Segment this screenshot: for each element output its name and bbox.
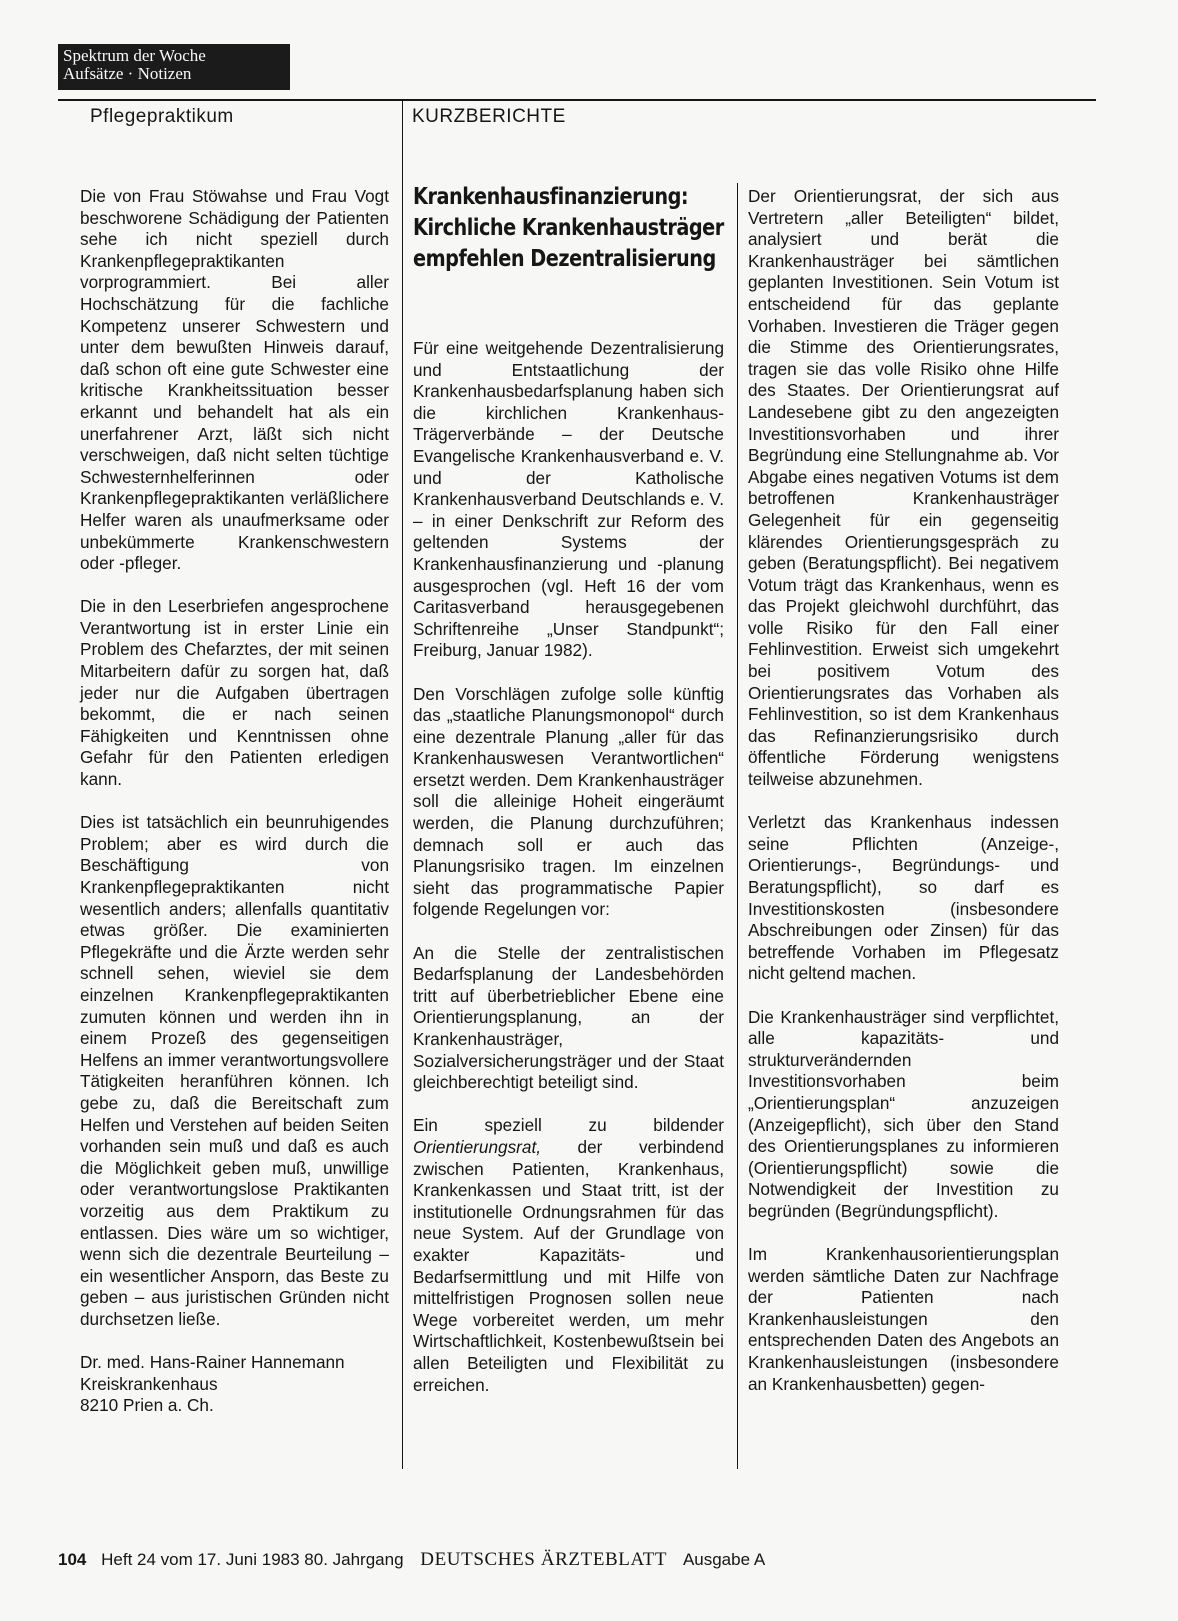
right-paragraph: Der Orientierungsrat, der sich aus Vertretern „aller Beteiligten“ bildet, analysiert und berät die Krankenhausträger bei sämtlichen geplanten Investitionen. Sein Votum ist entscheidend für das geplante Vorhaben. Investieren die Träger gegen die Stimme des Orientierungsrates, tragen sie das volle Risiko ohne Hilfe des Staates. Der Orientierungsrat auf Landesebene gibt zu den angezeigten Investitionsvorhaben und ihrer Begründung eine Stellungnahme ab. Vor Abgabe eines negativen Votums ist dem betroffenen Krankenhausträger Gelegenheit für ein gegenseitig klärendes Orientierungsgespräch zu geben (Beratungspflicht). Bei negativem Votum trägt das Krankenhaus, wenn es das Projekt gleichwohl durchführt, das volle Risiko für den Fall einer Fehlinvestition. Erweist sich umgekehrt bei positivem Votum des Orientierungsrates das Vorhaben als Fehlinvestition, so ist dem Krankenhaus das Refinanzierungsrisiko durch öffentliche Förderung wenigstens teilweise abzunehmen. — [748, 186, 1059, 790]
right-paragraph: Im Krankenhausorientierungsplan werden sämtliche Daten zur Nachfrage der Patienten nach Krankenhausleistungen den entsprechenden Daten des Angebots an Krankenhausleistungen (insbesondere an Krankenhausbetten) gegen- — [748, 1244, 1059, 1394]
page-footer — [58, 1549, 765, 1571]
middle-section-label: KURZBERICHTE — [412, 106, 566, 127]
section-header-line1: Spektrum der Woche — [63, 46, 206, 65]
orientierungsrat-term: Orientierungsrat, — [413, 1136, 542, 1157]
column-divider-left — [402, 99, 403, 1469]
right-paragraph: Verletzt das Krankenhaus indessen seine Pflichten (Anzeige-, Orientierungs-, Begründungs- und Beratungspflicht), so darf es Investitionskosten (insbesondere Abschreibungen oder Zinsen) für das betreffende Vorhaben im Pflegesatz nicht geltend machen. — [748, 812, 1059, 984]
section-header-line2: Aufsätze · Notizen — [63, 64, 192, 83]
middle-column — [413, 338, 724, 1418]
article-headline: Krankenhausfinanzierung: Kirchliche Krankenhausträger empfehlen Dezentralisierung — [413, 182, 724, 272]
right-column — [748, 186, 1059, 1417]
signature — [80, 1352, 389, 1417]
signature-name: Dr. med. Hans-Rainer Hannemann — [80, 1352, 345, 1373]
page-number: 104 — [58, 1550, 87, 1569]
edition: Ausgabe A — [682, 1550, 766, 1569]
paragraph-rest: der verbindend zwischen Patienten, Krankenhaus, Krankenkassen und Staat tritt, ist der institutionelle Ordnungsrahmen für das neue System. Auf der Grundlage von exakter Kapazitäts- und Bedarfsermittlung und mit Hilfe von mittelfristigen Prognosen sollen neue Wege vorbereitet werden, um mehr Wirtschaftlichkeit, Kostenbewußtsein bei allen Beteiligten und Flexibilität zu erreichen. — [413, 1136, 724, 1395]
left-section-label: Pflegepraktikum — [90, 106, 234, 127]
left-column — [80, 186, 389, 1417]
left-paragraph: Die in den Leserbriefen angesprochene Verantwortung ist in erster Linie ein Problem des Chefarztes, der mit seinen Mitarbeitern dafür zu sorgen hat, daß jeder nur die Aufgaben übertragen bekommt, die er nach seinen Fähigkeiten und Kenntnissen ohne Gefahr für den Patienten erledigen kann. — [80, 596, 389, 790]
issue-info: Heft 24 vom 17. Juni 1983 80. Jahrgang — [101, 1550, 404, 1569]
middle-paragraph: Für eine weitgehende Dezentralisierung und Entstaatlichung der Krankenhausbedarfsplanung haben sich die kirchlichen Krankenhaus-Trägerverbände – der Deutsche Evangelische Krankenhausverband e. V. und der Katholische Krankenhausverband Deutschlands e. V. – in einer Denkschrift zur Reform des geltenden Systems der Krankenhausfinanzierung und -planung ausgesprochen (vgl. Heft 16 der vom Caritasverband herausgegebenen Schriftenreihe „Unser Standpunkt“; Freiburg, Januar 1982). — [413, 338, 724, 661]
paragraph-start: Ein speziell zu bildender — [413, 1115, 724, 1136]
section-header — [58, 44, 290, 90]
middle-paragraph: An die Stelle der zentralistischen Bedarfsplanung der Landesbehörden tritt auf überbetrieblicher Ebene eine Orientierungsplanung, an der Krankenhausträger, Sozialversicherungsträger und der Staat gleichberechtigt beteiligt sind. — [413, 942, 724, 1093]
signature-address: 8210 Prien a. Ch. — [80, 1395, 214, 1416]
signature-hospital: Kreiskrankenhaus — [80, 1373, 218, 1394]
magazine-title: DEUTSCHES ÄRZTEBLATT — [420, 1549, 668, 1570]
middle-paragraph — [413, 1115, 724, 1396]
middle-paragraph: Den Vorschlägen zufolge solle künftig das „staatliche Planungsmonopol“ durch eine dezentrale Planung „aller für das Krankenhauswesen Verantwortlichen“ ersetzt werden. Dem Krankenhausträger soll die alleinige Hoheit eingeräumt werden, die Planung durchzuführen; demnach soll er auch das Planungsrisiko tragen. Im einzelnen sieht das programmatische Papier folgende Regelungen vor: — [413, 683, 724, 920]
right-paragraph: Die Krankenhausträger sind verpflichtet, alle kapazitäts- und strukturverändernden Investitionsvorhaben beim „Orientierungsplan“ anzuzeigen (Anzeigepflicht), sich über den Stand des Orientierungsplanes zu informieren (Orientierungspflicht) sowie die Notwendigkeit der Investition zu begründen (Begründungspflicht). — [748, 1006, 1059, 1221]
top-rule — [58, 99, 1096, 101]
column-divider-right — [737, 183, 738, 1469]
left-paragraph: Die von Frau Stöwahse und Frau Vogt beschworene Schädigung der Patienten sehe ich nicht speziell durch Krankenpflegepraktikanten vorprogrammiert. Bei aller Hochschätzung für die fachliche Kompetenz unserer Schwestern und unter dem bewußten Hinweis darauf, daß schon oft eine gute Schwester eine kritische Krankheitssituation besser erkannt und behandelt hat als ein unerfahrener Arzt, läßt sich nicht verschweigen, daß nicht selten tüchtige Schwesternhelferinnen oder Krankenpflegepraktikanten verläßlichere Helfer waren als unaufmerksame oder unbekümmerte Krankenschwestern oder -pfleger. — [80, 186, 389, 574]
left-paragraph: Dies ist tatsächlich ein beunruhigendes Problem; aber es wird durch die Beschäftigung von Krankenpflegepraktikanten nicht wesentlich anders; allenfalls quantitativ etwas größer. Die examinierten Pflegekräfte und die Ärzte werden sehr schnell sehen, wieviel sie dem einzelnen Krankenpflegepraktikanten zumuten können und werden ihn in einem Prozeß des gegenseitigen Helfens an immer verantwortungsvollere Tätigkeiten heranführen können. Ich gebe zu, daß die Bereitschaft zum Helfen und Verstehen auf beiden Seiten vorhanden sein muß und daß es auch die Möglichkeit geben muß, unwillige oder verantwortungslose Praktikanten vorzeitig aus dem Praktikum zu entlassen. Dies wäre um so wichtiger, wenn sich die dezentrale Beurteilung – ein wesentlicher Ansporn, das Beste zu geben – aus juristischen Gründen nicht durchsetzen ließe. — [80, 812, 389, 1329]
